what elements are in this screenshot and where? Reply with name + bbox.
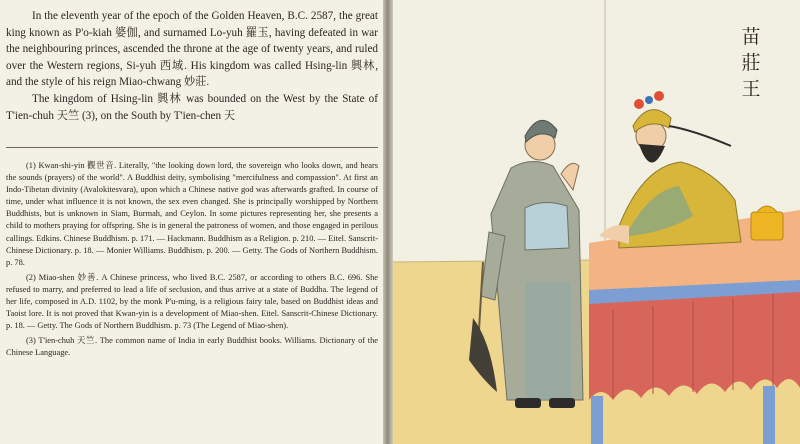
footnote-2: (2) Miao-shen 妙善. A Chinese princess, who lived B.C. 2587, or according to others B.C. 696. She refused to marry, and preferred to lead a life of seclusion, and thus arrive at a state of Buddha. The legend of her life, composed in A.D. 1102, by the monk P'u-ming, is a religious fairy tale, based on Buddhist ideas and Taoist lore. It is not proved that Kwan-yin is a development of Miao-shen. Eitel. Sanscrit-Chinese Dictionary. p. 18. — Getty. The Gods of Northern Buddhism. p. 73 (The Legend of Miao-shen).: [6, 272, 378, 331]
main-paragraph: In the eleventh year of the epoch of the Golden Heaven, B.C. 2587, the great king known as P'o-kiah 婆伽, and surnamed Lo-yuh 羅玉, having defeated in war the neighbouring princes, ascended the throne at the age of twenty years, and ruled over the Western regions, Si-yuh 西域. His kingdom was called Hsing-lin 興林, and the style of his reign Miao-chwang 妙莊.: [6, 10, 378, 89]
caption-char: 苗: [741, 26, 761, 48]
footnote-3: (3) T'ien-chuh 天竺. The common name of India in early Buddhist books. Williams. Dictionary of the Chinese Language.: [6, 336, 378, 358]
caption-char: 莊: [741, 52, 761, 74]
footnote-divider: [6, 147, 378, 148]
table-leg: [763, 386, 775, 444]
table-leg: [591, 396, 603, 444]
right-page: [393, 0, 800, 444]
main-text: [6, 8, 378, 124]
book-gutter: [383, 0, 393, 444]
main-paragraph: The kingdom of Hsing-lin 興林 was bounded on the West by the State of T'ien-chuh 天竺 (3), on the South by T'ien-chen 天: [6, 92, 378, 122]
minister-collar: [525, 202, 569, 250]
footnote-1: (1) Kwan-shi-yin 觀世音. Literally, "the looking down lord, the sovereign who looks down, and hears the sounds (prayers) of the world". A Buddhist deity, symbolising "mercifulness and compassion". At first an Indo-Tibetan divinity (Avalokitesvara), upon which a Chinese native god was afterwards grafted. In course of time, under what influence it is not known, the sex even changed. She is principally worshipped by Northern Buddhists, but is unknown in Siam, Burmah, and Ceylon. In some pictures representing her, she presents a child to mothers praying for offspring. She is in general the patroness of women, and those engaged in perilous callings. Edkins. Chinese Buddhism. p. 171. — Hackmann. Buddhism as a Religion. p. 210. — Eitel. Sanscrit-Chinese Dictionary. p. 18. — Monier Williams. Buddhism. p. 200. — Getty. The Gods of Northern Buddhism. p. 78.: [6, 161, 378, 267]
caption-char: 王: [741, 78, 761, 100]
caption: [738, 24, 764, 102]
seal-box: [751, 212, 783, 240]
footnotes: [6, 160, 378, 363]
left-page: [0, 0, 383, 444]
